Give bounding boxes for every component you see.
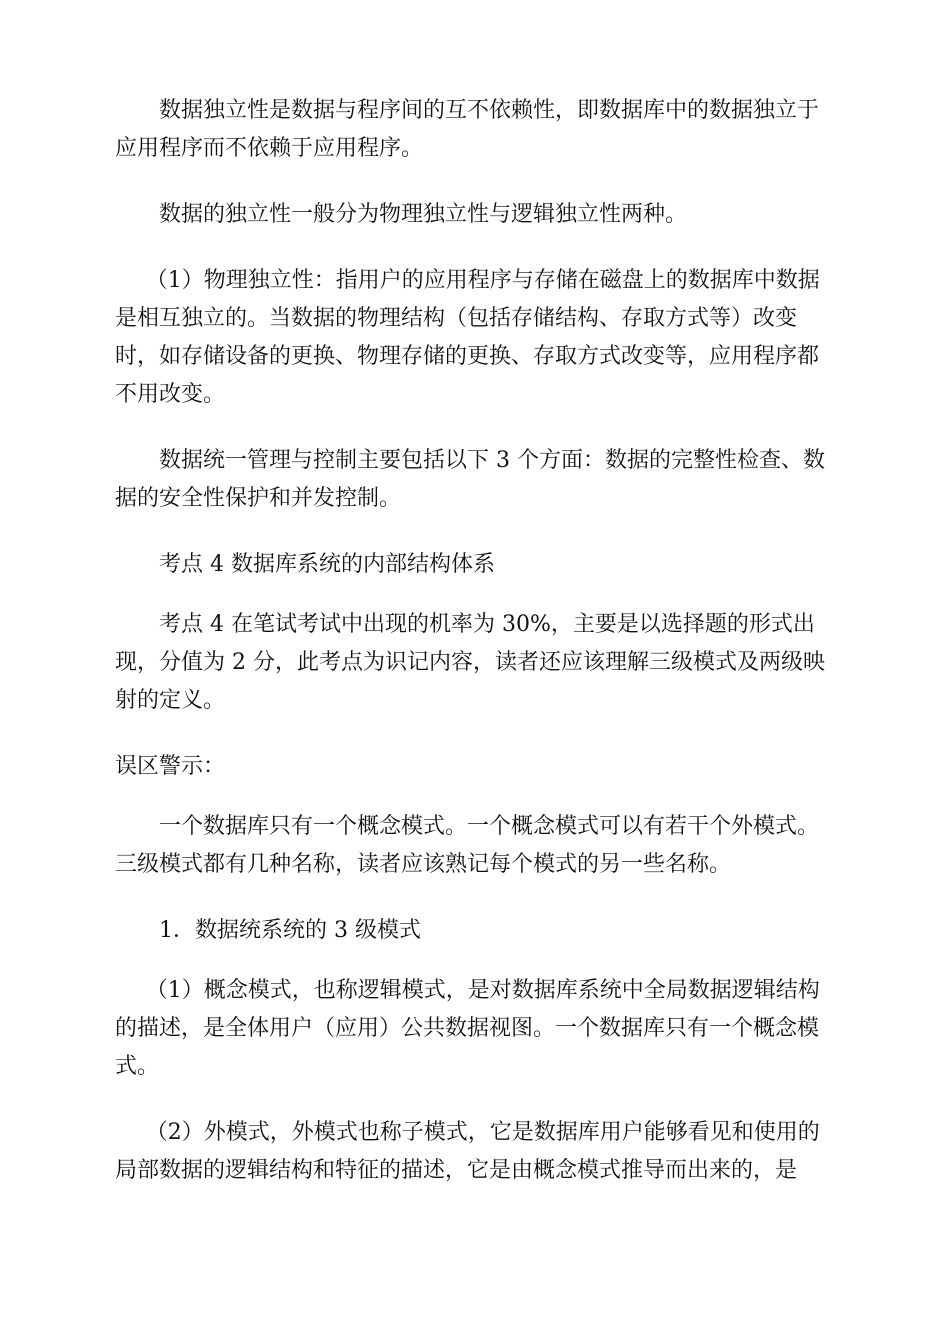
paragraph-kaodian-4-description: 考点 4 在笔试考试中出现的机率为 30%，主要是以选择题的形式出现，分值为 2 分，此考点为识记内容，读者还应该理解三级模式及两级映射的定义。 xyxy=(115,612,825,713)
paragraph-external-schema: （2）外模式，外模式也称子模式，它是数据库用户能够看见和使用的局部数据的逻辑结构和特征的描述，它是由概念模式推导而出来的，是 xyxy=(115,1120,820,1183)
warning-heading: 误区警示： xyxy=(115,754,226,779)
paragraph-independence-types: 数据的独立性一般分为物理独立性与逻辑独立性两种。 xyxy=(159,202,688,227)
paragraph-physical-independence: （1）物理独立性：指用户的应用程序与存储在磁盘上的数据库中数据是相互独立的。当数据的物理结构（包括存储结构、存取方式等）改变时，如存储设备的更换、物理存储的更换、存取方式改变等，应用程序都不用改变。 xyxy=(115,268,820,407)
paragraph-warning-content: 一个数据库只有一个概念模式。一个概念模式可以有若干个外模式。三级模式都有几种名称，读者应该熟记每个模式的另一些名称。 xyxy=(115,814,820,877)
document-body xyxy=(115,92,835,1190)
paragraph-conceptual-schema: （1）概念模式，也称逻辑模式，是对数据库系统中全局数据逻辑结构的描述，是全体用户（应用）公共数据视图。一个数据库只有一个概念模式。 xyxy=(115,978,820,1079)
section-heading-kaodian-4: 考点 4 数据库系统的内部结构体系 xyxy=(159,552,495,577)
subheading-three-level-schema: 1．数据统系统的 3 级模式 xyxy=(159,918,421,943)
paragraph-data-control: 数据统一管理与控制主要包括以下 3 个方面：数据的完整性检查、数据的安全性保护和并发控制。 xyxy=(115,448,825,511)
paragraph-data-independence-definition: 数据独立性是数据与程序间的互不依赖性，即数据库中的数据独立于应用程序而不依赖于应用程序。 xyxy=(115,98,820,161)
